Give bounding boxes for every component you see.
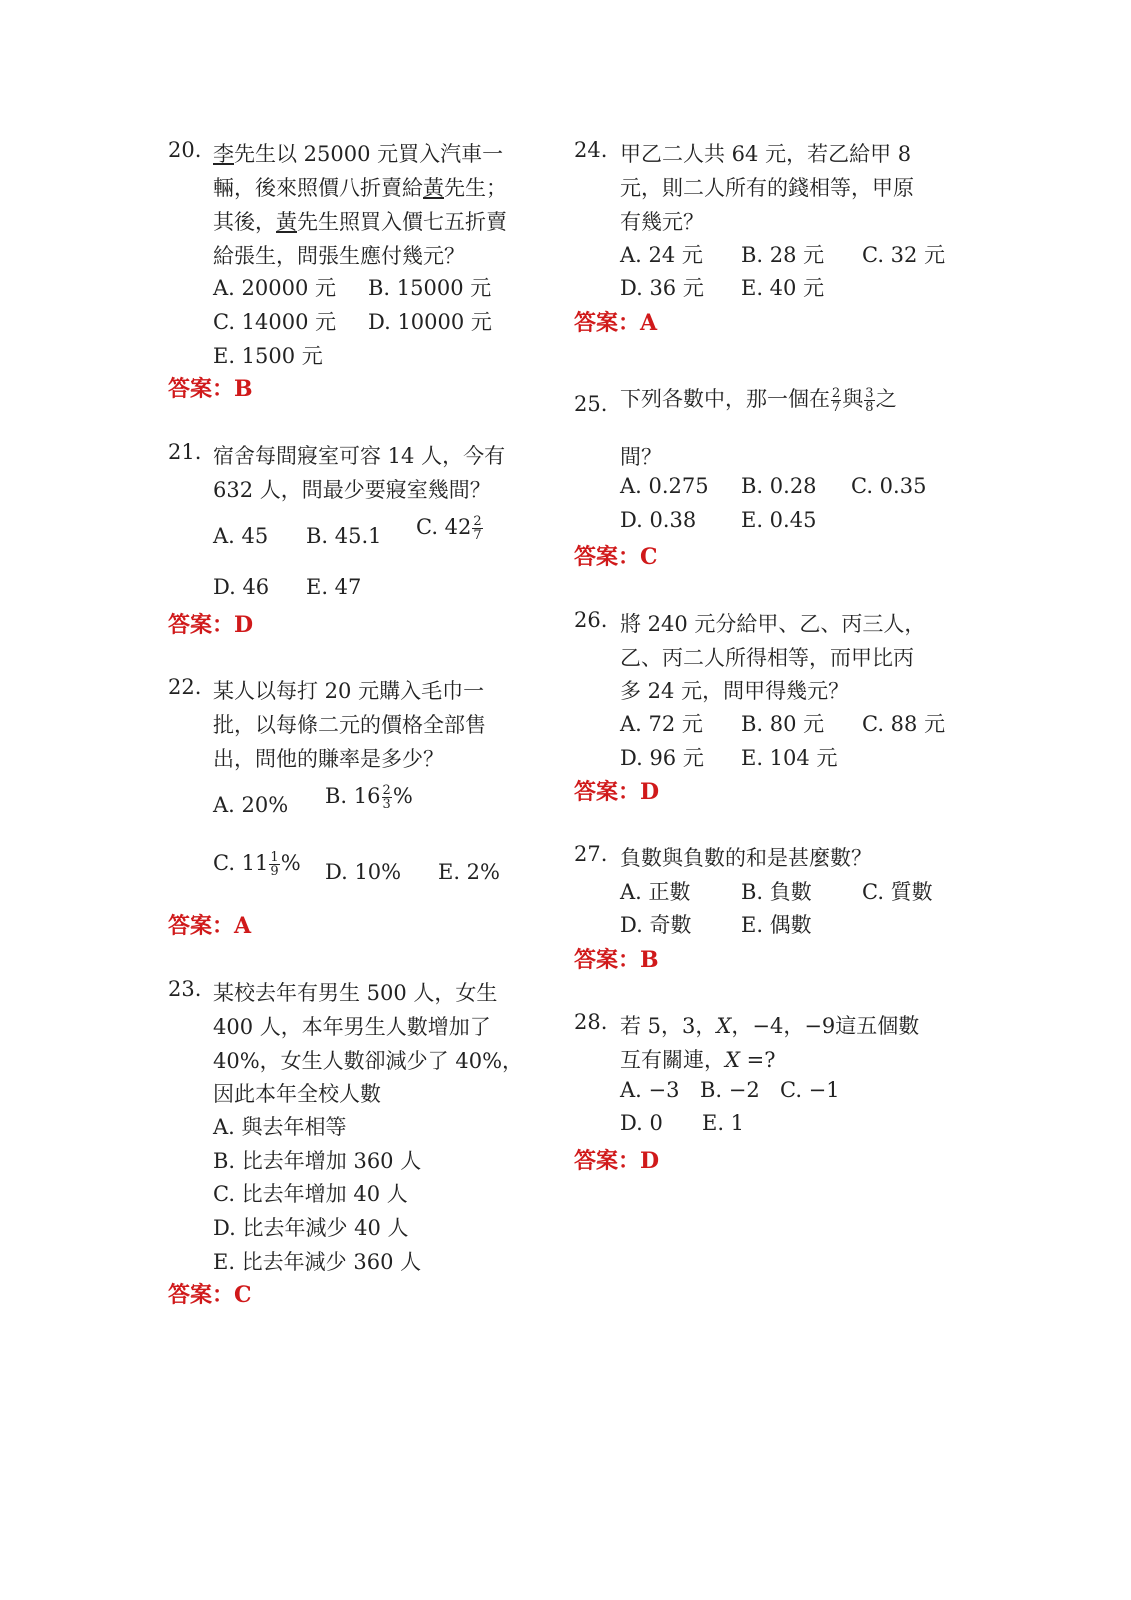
answer-line [574,306,657,337]
question-number: 24. [574,138,608,162]
text-segment: 輛，後來照價八折賣給 [213,176,423,200]
option-a: A. 與去年相等 [213,1115,347,1139]
mixed-number-whole: 11 [241,851,269,875]
fraction-denominator: 9 [270,864,279,879]
option-e: E. 偶數 [741,913,812,937]
question-number: 23. [168,977,202,1001]
fraction [269,851,279,878]
fraction-denominator: 7 [473,528,482,543]
option-a: A. 45 [213,524,269,548]
question-text-line: 有幾元？ [620,210,704,234]
answer-line [574,943,659,974]
option-label: B. [325,784,354,808]
option-d: D. 46 [213,575,270,599]
fraction-denominator: 8 [865,400,874,415]
question-text-line: 某人以每打 20 元購入毛巾一 [213,679,485,703]
option-d: D. 比去年減少 40 人 [213,1216,409,1240]
fraction-numerator: 2 [473,514,482,529]
option-b: B. −2 [700,1078,760,1102]
option-d: D. 10000 元 [368,310,492,334]
answer-line [574,775,659,806]
question-text-line [620,1044,775,1074]
fraction [472,515,482,542]
option-e: E. 比去年減少 360 人 [213,1250,422,1274]
question-text-line: 多 24 元，問甲得幾元？ [620,679,850,703]
option-e: E. 0.45 [741,508,817,532]
answer-line [168,1278,252,1309]
option-c [213,851,301,878]
answer-value: B [640,947,659,973]
fraction [831,387,841,414]
option-b: B. 0.28 [741,474,817,498]
option-d: D. 0 [620,1111,663,1135]
option-b: B. 比去年增加 360 人 [213,1149,422,1173]
option-a: A. 72 元 [620,712,703,736]
text-segment: 先生； [444,176,507,200]
fraction-numerator: 3 [865,386,874,401]
question-text-line: 負數與負數的和是甚麼數？ [620,846,872,870]
fraction-numerator: 2 [382,783,391,798]
answer-label: 答案： [168,376,235,402]
answer-line [574,540,658,571]
option-e: E. 104 元 [741,746,838,770]
question-text-line [213,206,507,236]
answer-label: 答案： [574,779,641,805]
math-variable: X [725,1048,740,1072]
option-a: A. 20000 元 [213,276,336,300]
math-variable: X [716,1014,732,1038]
text-segment: 先生照買入價七五折賣 [297,210,507,234]
question-number: 25. [574,392,608,416]
question-text-line [620,383,897,414]
option-a: A. 20% [213,793,289,817]
question-text-line: 宿舍每間寢室可容 14 人，今有 [213,444,506,468]
option-c: C. 88 元 [862,712,946,736]
fraction-denominator: 7 [832,400,841,415]
text-segment: =? [739,1048,776,1072]
option-c: C. 比去年增加 40 人 [213,1182,408,1206]
question-text-line: 400 人，本年男生人數增加了 [213,1015,491,1039]
fraction-numerator: 1 [270,850,279,865]
question-text-line: 將 240 元分給甲、乙、丙三人， [620,612,926,636]
option-b [325,784,413,811]
question-text-line: 因此本年全校人數 [213,1082,381,1106]
answer-value: D [640,779,660,805]
percent-sign: % [392,784,413,808]
question-text-line: 甲乙二人共 64 元，若乙給甲 8 [620,142,912,166]
option-a: A. 正數 [620,880,691,904]
text-segment: 之 [875,387,897,411]
option-c: C. 質數 [862,880,933,904]
question-text-line: 乙、丙二人所得相等，而甲比丙 [620,646,914,670]
answer-label: 答案： [574,1148,641,1174]
answer-value: C [640,544,658,570]
option-b: B. 28 元 [741,243,825,267]
answer-label: 答案： [168,612,235,638]
answer-value: D [640,1148,660,1174]
option-b: B. 15000 元 [368,276,492,300]
answer-value: B [234,376,253,402]
text-segment: 下列各數中，那一個在 [620,387,830,411]
answer-line [168,608,253,639]
option-b: B. 負數 [741,880,812,904]
option-d: D. 10% [325,860,402,884]
option-c [416,515,484,542]
answer-value: D [234,612,254,638]
question-number: 22. [168,675,202,699]
option-a: A. 24 元 [620,243,703,267]
percent-sign: % [280,851,301,875]
option-c: C. 0.35 [851,474,927,498]
option-e: E. 2% [438,860,500,884]
answer-line [574,1144,659,1175]
answer-line [168,909,251,940]
question-text-line: 632 人，問最少要寢室幾間？ [213,478,491,502]
mixed-number-whole: 42 [444,515,472,539]
question-text-line [213,138,503,168]
text-segment: 先生以 25000 元買入汽車一 [234,142,504,166]
text-segment: 互有關連， [620,1048,725,1072]
option-e: E. 47 [306,575,362,599]
answer-label: 答案： [168,913,235,939]
answer-label: 答案： [574,310,641,336]
answer-label: 答案： [574,947,641,973]
text-segment: 若 5，3， [620,1014,717,1038]
option-c: C. 32 元 [862,243,946,267]
question-text-line: 元，則二人所有的錢相等，甲原 [620,176,914,200]
question-text-line: 批，以每條二元的價格全部售 [213,713,486,737]
name-underlined: 黃 [276,210,297,234]
answer-value: A [640,310,658,336]
text-segment: 與 [842,387,864,411]
option-label: C. [213,851,242,875]
answer-value: A [234,913,252,939]
question-number: 28. [574,1010,608,1034]
option-d: D. 96 元 [620,746,704,770]
question-number: 20. [168,138,202,162]
option-b: B. 45.1 [306,524,382,548]
question-text-line: 出，問他的賺率是多少？ [213,747,444,771]
option-e: E. 1 [702,1111,745,1135]
option-d: D. 奇數 [620,913,692,937]
option-a: A. 0.275 [620,474,709,498]
option-d: D. 0.38 [620,508,697,532]
option-b: B. 80 元 [741,712,825,736]
fraction-denominator: 3 [382,797,391,812]
question-number: 26. [574,608,608,632]
question-text-line [213,172,507,202]
question-text-line: 40%，女生人數卻減少了 40%， [213,1049,524,1073]
text-segment: ，−4，−9這五個數 [731,1014,920,1038]
question-number: 21. [168,440,202,464]
question-number: 27. [574,842,608,866]
text-segment: 其後， [213,210,276,234]
option-e: E. 1500 元 [213,344,323,368]
fraction [382,784,392,811]
option-e: E. 40 元 [741,276,825,300]
fraction [864,387,874,414]
answer-line [168,372,253,403]
question-text-line: 某校去年有男生 500 人，女生 [213,981,498,1005]
question-text-line: 給張生，問張生應付幾元？ [213,244,465,268]
option-a: A. −3 [620,1078,680,1102]
fraction-numerator: 2 [832,386,841,401]
answer-label: 答案： [168,1282,235,1308]
option-c: C. 14000 元 [213,310,337,334]
mixed-number-whole: 16 [353,784,381,808]
question-text-line: 間？ [620,445,662,469]
name-underlined: 李 [213,142,234,166]
option-label: C. [416,515,445,539]
question-text-line [620,1010,919,1040]
option-d: D. 36 元 [620,276,704,300]
name-underlined: 黃 [423,176,444,200]
answer-label: 答案： [574,544,641,570]
answer-value: C [234,1282,252,1308]
option-c: C. −1 [780,1078,840,1102]
